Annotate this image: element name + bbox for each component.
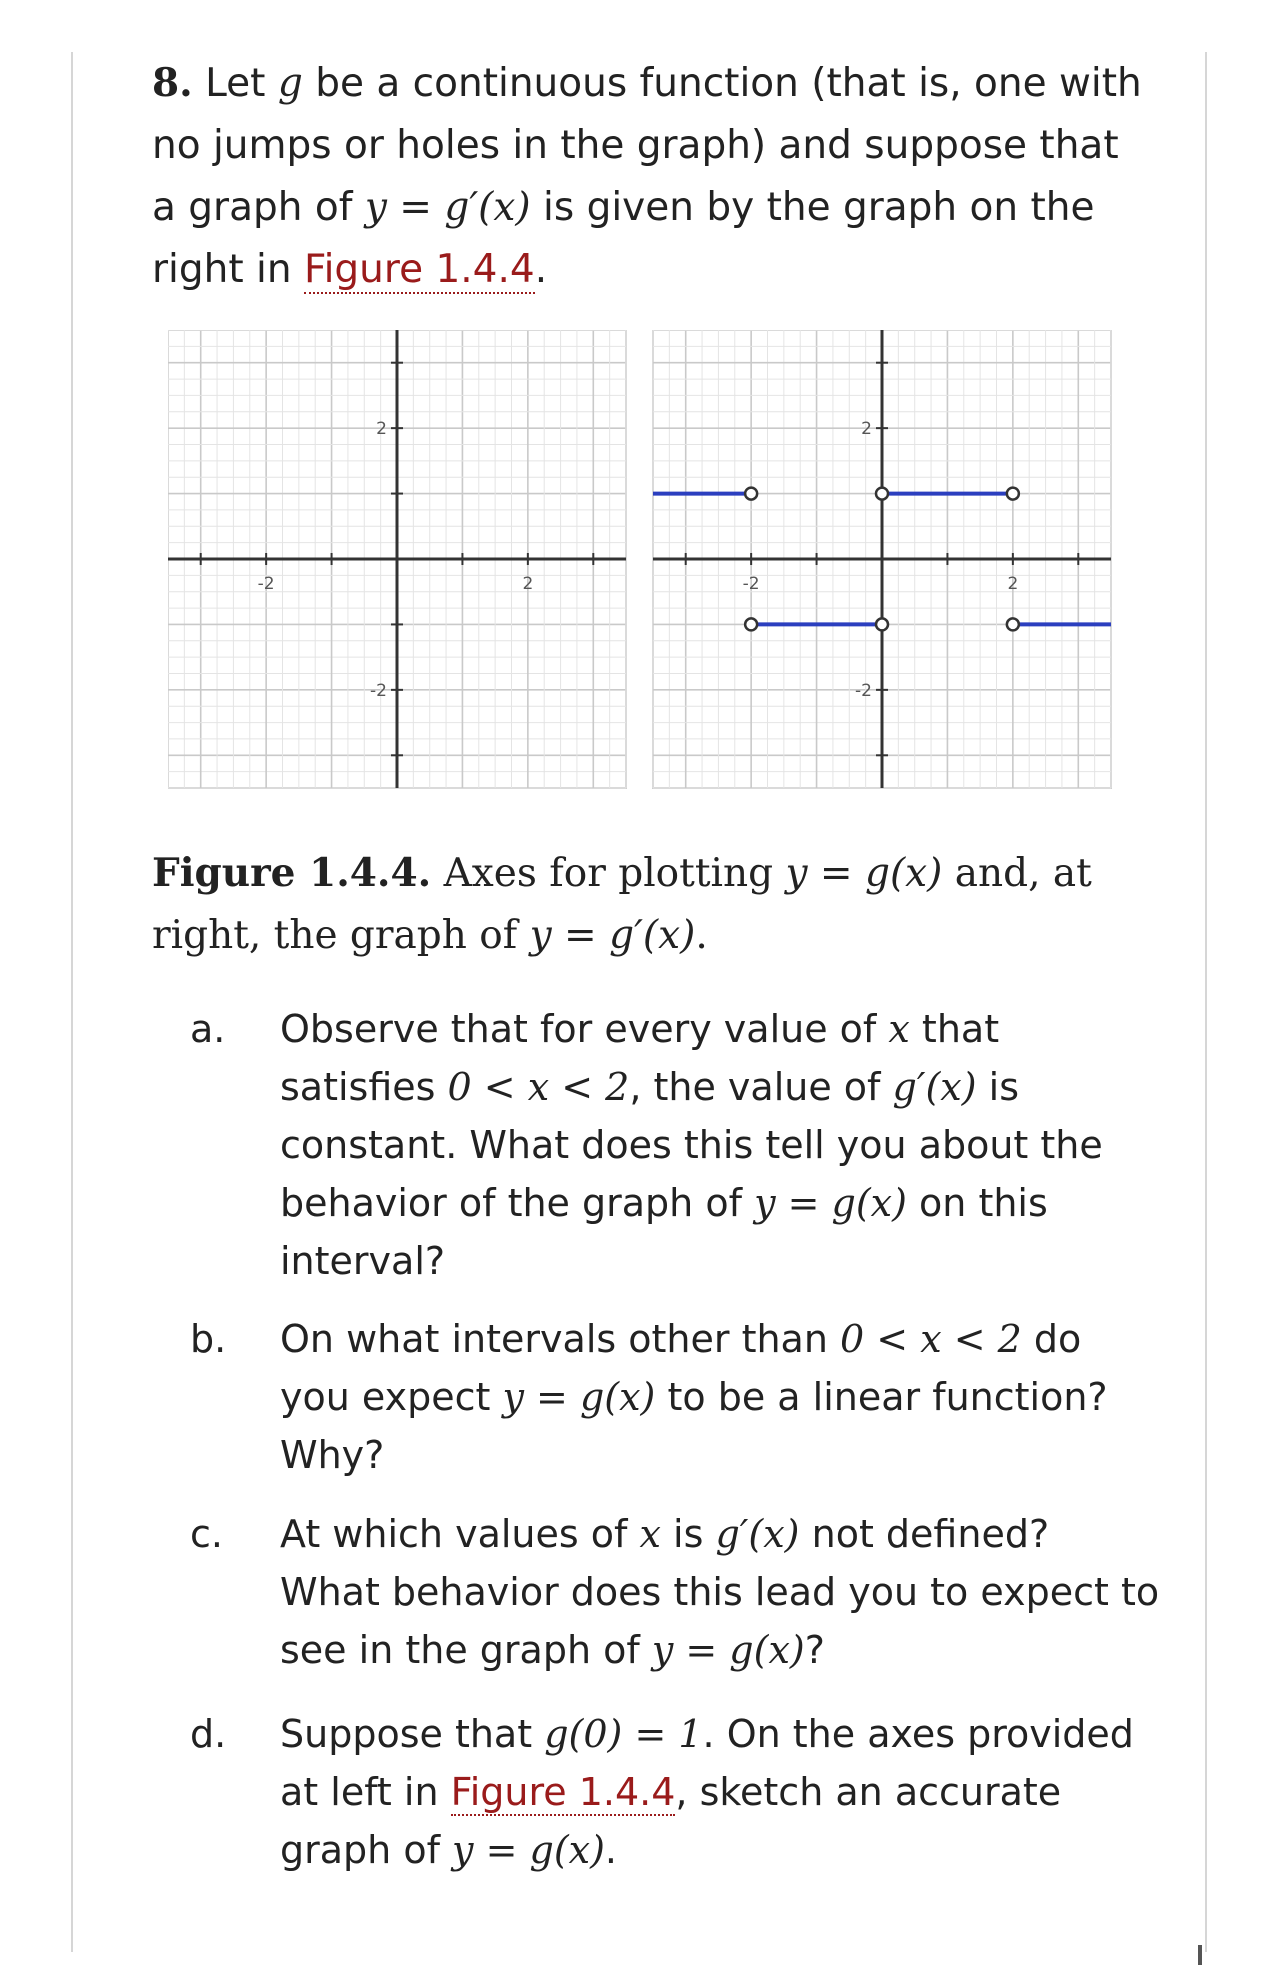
figure-caption (152, 842, 1112, 967)
math-inequality: 0 < x < 2 (840, 1317, 1022, 1361)
part-text: is (673, 1512, 704, 1556)
figure-link[interactable]: Figure 1.4.4 (304, 247, 535, 292)
y-tick-label: -2 (370, 680, 387, 701)
math-y-g: y = g(x) (754, 1181, 907, 1225)
y-tick-label: 2 (861, 419, 872, 440)
problem-statement (152, 52, 1152, 301)
caption-text: . (695, 913, 708, 958)
math-x: x (888, 1007, 910, 1051)
open-endpoint (745, 488, 757, 500)
part-text: . On the axes provided at left in (280, 1712, 1134, 1814)
math-inequality: 0 < x < 2 (447, 1065, 630, 1109)
caption-label: Figure 1.4.4. (152, 850, 432, 896)
x-tick-label: 2 (522, 574, 534, 594)
y-tick-label: 2 (376, 419, 387, 440)
math-y-gprime: y = g′(x) (364, 185, 531, 230)
part-label: b. (190, 1317, 227, 1361)
part-text: is constant. What does this tell you about the behavior of the graph of (280, 1065, 1103, 1225)
part-body (280, 1705, 1160, 1879)
open-endpoint (876, 618, 888, 630)
open-endpoint (876, 488, 888, 500)
problem-number: 8. (152, 60, 193, 106)
chart-left-axes (168, 330, 626, 788)
part-body (280, 1310, 1160, 1484)
math-y-g: y = g(x) (785, 851, 943, 896)
y-tick-label: -2 (855, 680, 872, 701)
math-condition: g(0) = 1 (544, 1712, 703, 1756)
problem-text: is given by the graph on the right in (152, 185, 1095, 292)
part-text: On what intervals other than (280, 1317, 828, 1361)
part-text: ? (804, 1628, 825, 1672)
part-text: that satisfies (280, 1007, 1000, 1109)
math-gprime: g′(x) (892, 1065, 977, 1109)
figure-1-4-4 (168, 330, 1113, 790)
part-text: Suppose that (280, 1712, 533, 1756)
part-text: Observe that for every value of (280, 1007, 877, 1051)
problem-text: . (534, 247, 548, 292)
part-text: do you expect (280, 1317, 1082, 1419)
part-body (280, 1505, 1160, 1679)
x-tick-label: -2 (742, 574, 760, 594)
left-border (71, 52, 73, 1952)
part-label: c. (190, 1512, 223, 1556)
part-body (280, 1000, 1160, 1290)
problem-text: be a continuous function (that is, one with no jumps or holes in the graph) and suppose that a graph of (152, 61, 1142, 230)
part-text: on this interval? (280, 1181, 1048, 1283)
math-y-g: y = g(x) (452, 1828, 605, 1872)
x-tick-label: -2 (257, 574, 275, 594)
open-endpoint (745, 618, 757, 630)
caption-text: Axes for plotting (443, 851, 774, 896)
part-text: At which values of (280, 1512, 628, 1556)
math-y-gprime: y = g′(x) (529, 913, 696, 958)
open-endpoint (1007, 488, 1019, 500)
chart-right-gprime (653, 330, 1111, 788)
math-y-g: y = g(x) (651, 1628, 805, 1672)
math-g: g (277, 61, 303, 106)
part-text: not defined? What behavior does this lead you to expect to see in the graph of (280, 1512, 1160, 1672)
problem-text: Let (205, 61, 266, 106)
figure-link[interactable]: Figure 1.4.4 (450, 1770, 676, 1814)
part-text: to be a linear function? Why? (280, 1375, 1108, 1477)
math-y-g: y = g(x) (502, 1375, 656, 1419)
math-x: x (639, 1512, 661, 1556)
part-text: . (604, 1828, 618, 1872)
part-label: d. (190, 1712, 227, 1756)
scroll-mark (1198, 1945, 1202, 1965)
open-endpoint (1007, 618, 1019, 630)
x-tick-label: 2 (1007, 574, 1019, 594)
part-label: a. (190, 1007, 226, 1051)
part-text: , the value of (629, 1065, 881, 1109)
math-gprime: g′(x) (715, 1512, 800, 1556)
right-border (1205, 52, 1207, 1952)
part-text: , sketch an accurate graph of (280, 1770, 1062, 1872)
caption-text: and, at right, the graph of (152, 851, 1092, 958)
